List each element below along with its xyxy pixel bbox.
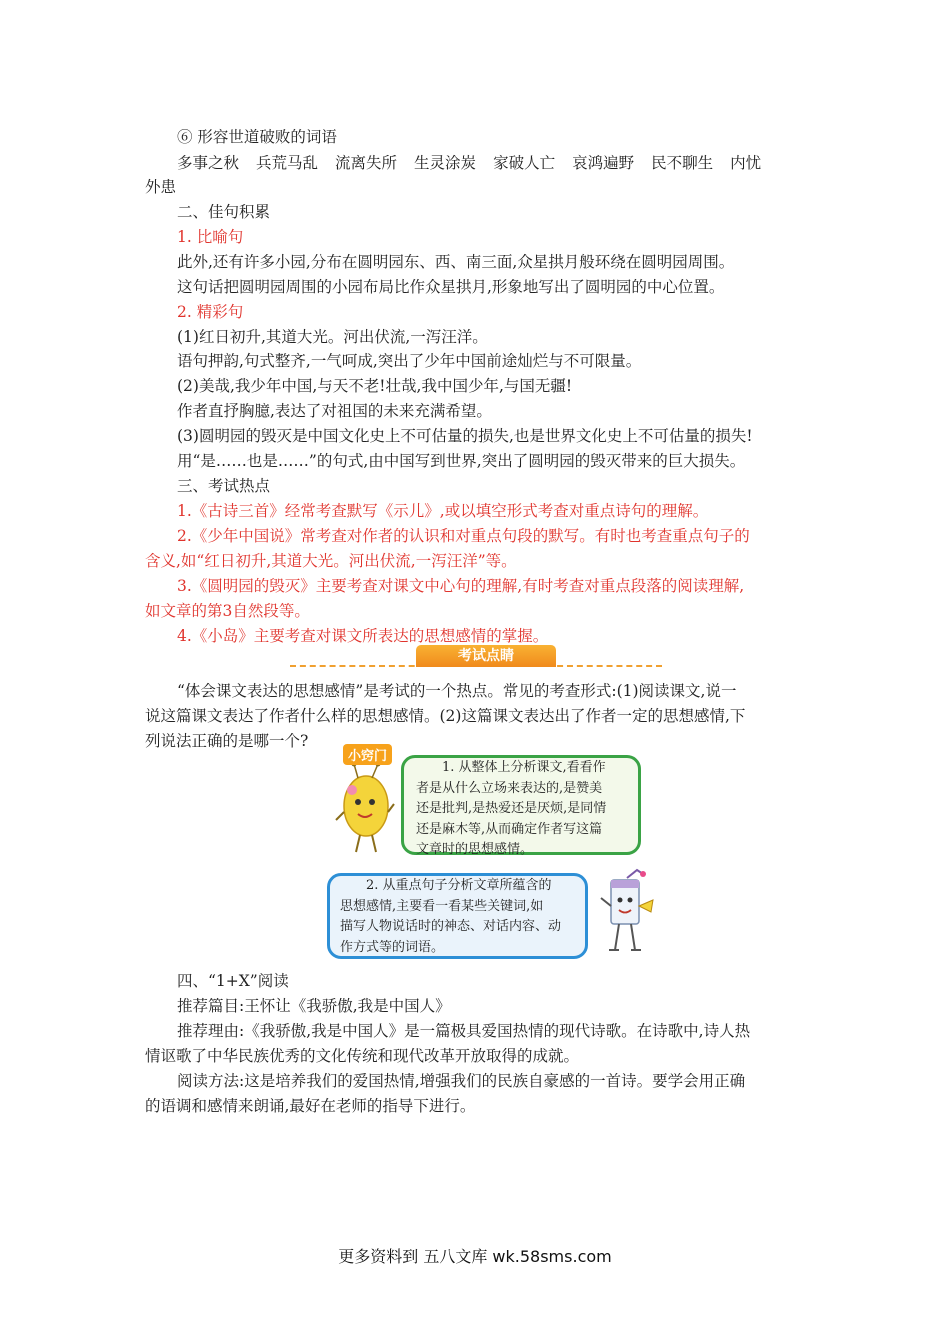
tip-box-1 <box>401 755 641 855</box>
tip-line: 还是批判,是热爱还是厌烦,是同情 <box>416 801 607 816</box>
tip-box-2 <box>327 873 588 959</box>
word-item: 兵荒马乱 <box>256 154 319 172</box>
word-list-cont: 外患 <box>145 178 177 196</box>
hotspot-item: 1.《古诗三首》经常考查默写《示儿》,或以填空形式考查对重点诗句的理解。 <box>177 502 709 520</box>
sentence: (2)美哉,我少年中国,与天不老!壮哉,我中国少年,与国无疆! <box>177 377 573 395</box>
section3-heading: 三、考试热点 <box>177 477 271 495</box>
section1-heading: ⑥ 形容世道破败的词语 <box>177 128 337 146</box>
tip-line: 作方式等的词语。 <box>340 939 445 955</box>
exam-tip-text: 列说法正确的是哪一个? <box>145 732 309 750</box>
recommend-title: 推荐篇目:王怀让《我骄傲,我是中国人》 <box>177 997 451 1015</box>
sentence: (1)红日初升,其道大光。河出伏流,一泻汪洋。 <box>177 328 488 346</box>
tip-line: 描写人物说话时的神态、对话内容、动 <box>340 919 562 934</box>
tip-line: 1. 从整体上分析课文,看看作 <box>442 760 606 775</box>
section4-heading: 四、“1+X”阅读 <box>177 972 289 990</box>
tip-label-badge: 小窍门 <box>343 744 392 765</box>
word-item: 流离失所 <box>335 154 398 172</box>
section2-heading: 二、佳句积累 <box>177 203 271 221</box>
footer-link[interactable]: 更多资料到 五八文库 wk.58sms.com <box>338 1247 612 1266</box>
sentence: 此外,还有许多小园,分布在圆明园东、西、南三面,众星拱月般环绕在圆明园周围。 <box>177 253 735 271</box>
hotspot-item-cont: 含义,如“红日初升,其道大光。河出伏流,一泻汪洋”等。 <box>145 552 517 570</box>
sentence-note: 这句话把圆明园周围的小园布局比作众星拱月,形象地写出了圆明园的中心位置。 <box>177 278 725 296</box>
sentence-note: 作者直抒胸臆,表达了对祖国的未来充满希望。 <box>177 402 492 420</box>
tip-line: 思想感情,主要看一看某些关键词,如 <box>340 898 544 914</box>
tip-line: 2. 从重点句子分析文章所蕴含的 <box>366 878 552 893</box>
hotspot-item-cont: 如文章的第3自然段等。 <box>145 602 310 620</box>
word-item: 生灵涂炭 <box>414 154 477 172</box>
word-item: 多事之秋 <box>177 154 240 172</box>
word-item: 家破人亡 <box>493 154 556 172</box>
hotspot-item: 2.《少年中国说》常考查对作者的认识和对重点句段的默写。有时也考查重点句子的 <box>177 527 750 545</box>
sentence-note: 用“是……也是……”的句式,由中国写到世界,突出了圆明园的毁灭带来的巨大损失。 <box>177 452 746 470</box>
hotspot-item: 3.《圆明园的毁灭》主要考查对课文中心句的理解,有时考查对重点段落的阅读理解, <box>177 577 745 595</box>
sub-heading-metaphor: 1. 比喻句 <box>177 228 244 246</box>
sentence-note: 语句押韵,句式整齐,一气呵成,突出了少年中国前途灿烂与不可限量。 <box>177 352 642 370</box>
sentence: (3)圆明园的毁灭是中国文化史上不可估量的损失,也是世界文化史上不可估量的损失! <box>177 427 753 445</box>
exam-tip-text: 说这篇课文表达了作者什么样的思想感情。(2)这篇课文表达出了作者一定的思想感情,下 <box>145 707 746 725</box>
word-item: 哀鸿遍野 <box>572 154 635 172</box>
tip-line: 文章时的思想感情。 <box>416 842 534 857</box>
reading-method: 阅读方法:这是培养我们的爱国热情,增强我们的民族自豪感的一首诗。要学会用正确 <box>177 1072 746 1090</box>
exam-tip-text: “体会课文表达的思想感情”是考试的一个热点。常见的考查形式:(1)阅读课文,说一 <box>177 682 737 700</box>
sub-heading-wonderful: 2. 精彩句 <box>177 303 244 321</box>
mascot-bean-illustration <box>334 760 396 856</box>
exam-tip-banner <box>290 645 662 675</box>
reading-method-cont: 的语调和感情来朗诵,最好在老师的指导下进行。 <box>145 1097 476 1115</box>
mascot-book-illustration <box>597 868 657 956</box>
tip-line: 者是从什么立场来表达的,是赞美 <box>416 780 603 796</box>
hotspot-item: 4.《小岛》主要考查对课文所表达的思想感情的掌握。 <box>177 627 549 645</box>
word-list <box>177 152 761 174</box>
word-item: 民不聊生 <box>651 154 714 172</box>
banner-title: 考试点睛 <box>416 645 556 667</box>
word-item: 内忧 <box>730 154 762 172</box>
recommend-reason-cont: 情讴歌了中华民族优秀的文化传统和现代改革开放取得的成就。 <box>145 1047 580 1065</box>
tip-line: 还是麻木等,从而确定作者写这篇 <box>416 821 603 837</box>
recommend-reason: 推荐理由:《我骄傲,我是中国人》是一篇极具爱国热情的现代诗歌。在诗歌中,诗人热 <box>177 1022 751 1040</box>
